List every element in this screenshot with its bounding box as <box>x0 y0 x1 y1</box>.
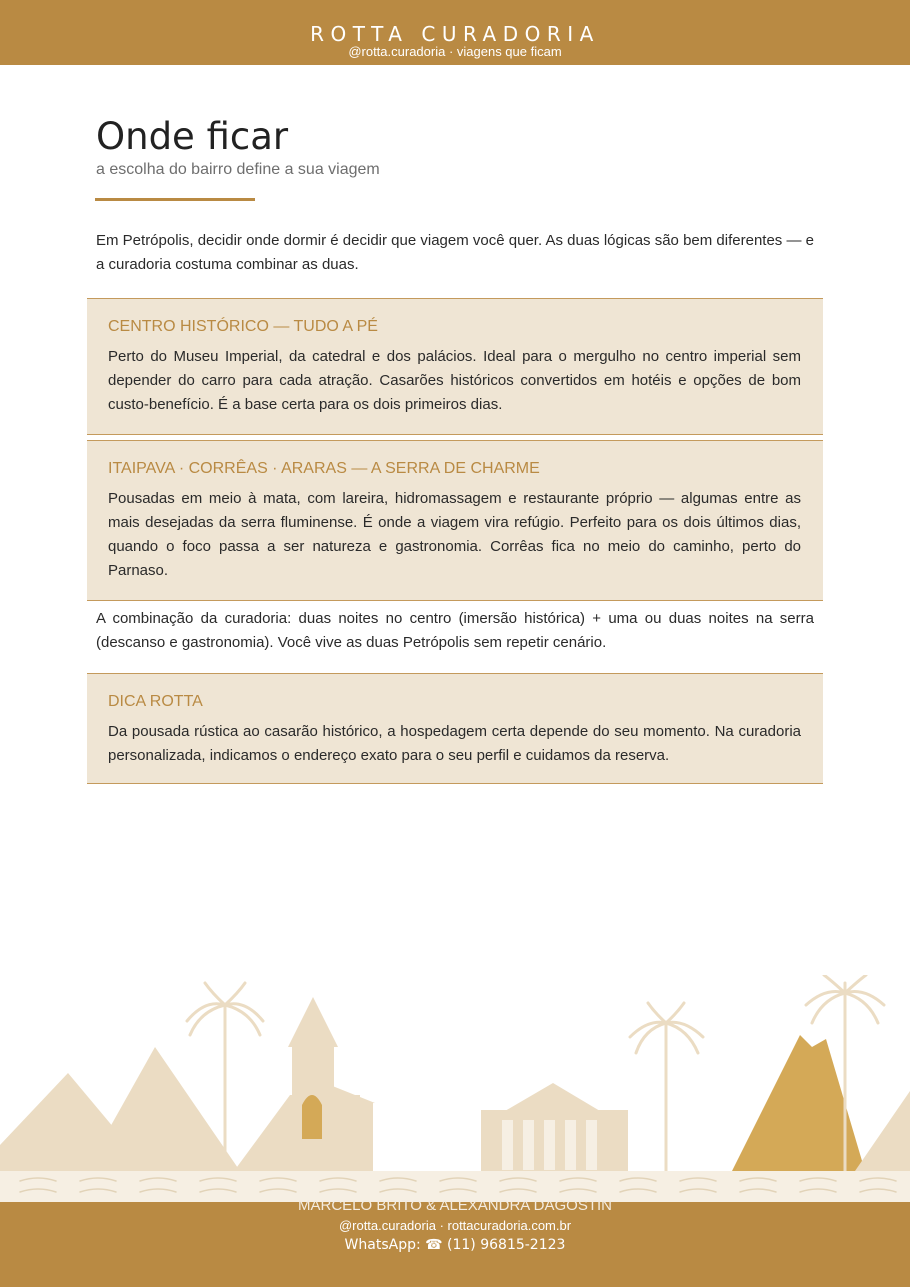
brand-name: ROTTA CURADORIA <box>310 22 600 46</box>
brand-tagline: @rotta.curadoria · viagens que ficam <box>348 44 562 59</box>
tip-title: DICA ROTTA <box>108 693 203 710</box>
tip-box <box>87 673 823 784</box>
intro-paragraph: Em Petrópolis, decidir onde dormir é decidir que viagem você quer. As duas lógicas são bem diferentes — e a curadoria costuma combinar as duas. <box>96 232 814 273</box>
section-centro-historico <box>87 298 823 435</box>
mountain-shape <box>855 1091 910 1171</box>
footer-names: MARCELO BRITO & ALEXANDRA DAGOSTIN <box>298 1197 612 1214</box>
museum-icon <box>481 1083 628 1172</box>
footer-contact: @rotta.curadoria · rottacuradoria.com.br <box>338 1218 572 1233</box>
tip-body: Da pousada rústica ao casarão histórico, a hospedagem certa depende do seu momento. Na curadoria personalizada, indicamos o endereço exato para o seu perfil e cuidamos da reserva. <box>108 723 801 764</box>
combination-paragraph: A combinação da curadoria: duas noites no centro (imersão histórica) + uma ou duas noites na serra (descanso e gastronomia). Você vive as duas Petrópolis sem repetir cenário. <box>96 610 814 651</box>
footer-whatsapp: WhatsApp: ☎ (11) 96815-2123 <box>344 1237 566 1253</box>
section-title: CENTRO HISTÓRICO — TUDO A PÉ <box>108 318 378 335</box>
title-divider <box>95 198 255 201</box>
section-title: ITAIPAVA · CORRÊAS · ARARAS — A SERRA DE CHARME <box>108 460 540 477</box>
palm-tree-icon <box>630 1003 703 1180</box>
header-bar <box>0 0 910 65</box>
skyline-illustration <box>0 975 910 1205</box>
footer-bar <box>0 1197 910 1287</box>
page-subtitle: a escolha do bairro define a sua viagem <box>96 161 380 178</box>
page-title: Onde ficar <box>96 115 289 158</box>
section-serra <box>87 440 823 601</box>
section-body: Pousadas em meio à mata, com lareira, hidromassagem e restaurante próprio — algumas entre as mais desejadas da serra fluminense. É onde a viagem vira refúgio. Perfeito para os dois últimos dias, quando o foco passa a ser natureza e gastronomia. Corrêas fica no meio do caminho, perto do Parnaso. <box>108 490 801 579</box>
mountain-shape <box>95 1047 240 1171</box>
section-body: Perto do Museu Imperial, da catedral e dos palácios. Ideal para o mergulho no centro imperial sem depender do carro para cada atração. Casarões históricos convertidos em hotéis e opções de bom custo-benefício. É a base certa para os dois primeiros dias. <box>108 348 801 413</box>
